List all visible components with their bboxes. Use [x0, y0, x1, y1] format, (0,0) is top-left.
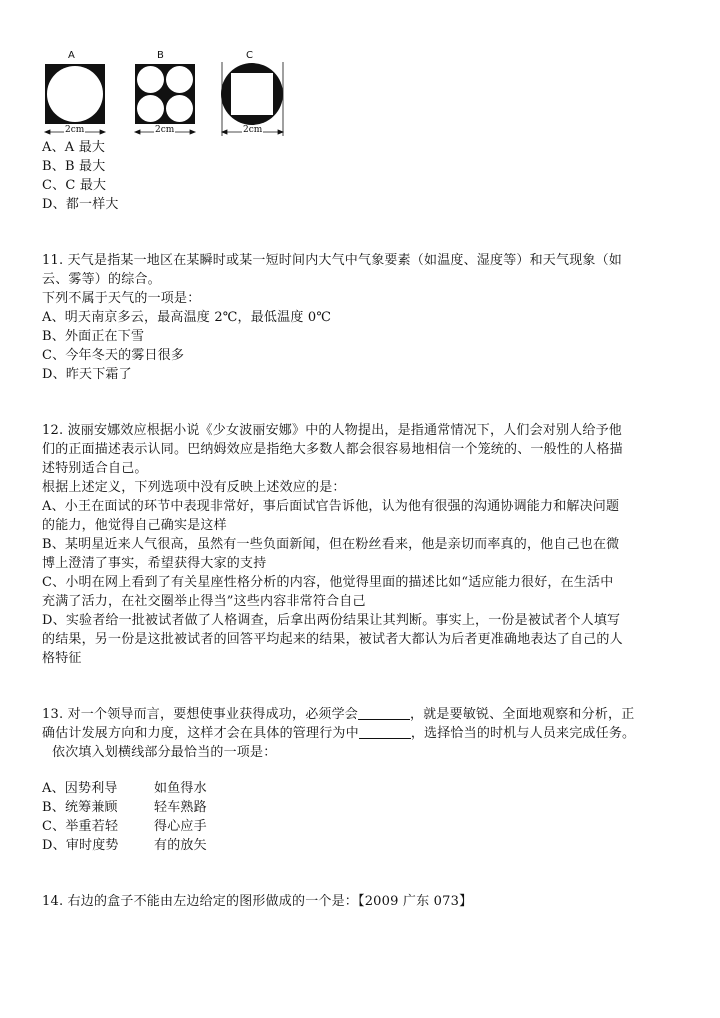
- q13-option-a: A、因势利导 如鱼得水: [42, 781, 207, 796]
- dimension-label-b: 2cm: [155, 125, 175, 135]
- q11-option-c: C、今年冬天的雾日很多: [42, 348, 185, 363]
- q13-stem-2b: ，选择恰当的时机与人员来完成任务。: [410, 726, 636, 741]
- q12-line: 12. 波丽安娜效应根据小说《少女波丽安娜》中的人物提出，是指通常情况下，人们会对别人给予他: [42, 423, 623, 438]
- q12-line: D、实验者给一批被试者做了人格调查，后拿出两份结果让其判断。事实上，一份是被试者个人填写: [42, 613, 621, 628]
- q13-stem-line-2: [42, 724, 682, 743]
- q12-line: 的能力，他觉得自己确实是这样: [42, 518, 227, 533]
- q12-line: B、某明星近来人气很高，虽然有一些负面新闻，但在粉丝看来，他是亲切而率真的，他自己也在微: [42, 537, 620, 552]
- q13-stem-2a: 确估计发展方向和力度，这样才会在具体的管理行为中: [42, 726, 359, 741]
- q11-stem-line-1: 11. 天气是指某一地区在某瞬时或某一短时间内大气中气象要素（如温度、湿度等）和天气现象（如: [42, 253, 623, 268]
- dimension-label-c: 2cm: [243, 125, 263, 135]
- figure-label-b: B: [157, 50, 164, 61]
- answer-blank-2: [359, 726, 411, 739]
- q10-option-c: C、C 最大: [42, 178, 107, 193]
- q10-option-a: A、A 最大: [42, 140, 106, 155]
- q12-line: 根据上述定义，下列选项中没有反映上述效应的是：: [42, 480, 346, 495]
- q12-line: 的结果，另一份是这批被试者的回答平均起来的结果，被试者大都认为后者更准确地表达了自己的人: [42, 632, 623, 647]
- q12-line: 格特征: [42, 651, 82, 666]
- q12-line: A、小王在面试的环节中表现非常好，事后面试官告诉他，认为他有很强的沟通协调能力和解决问题: [42, 499, 620, 514]
- answer-blank-1: [358, 707, 410, 720]
- q12-line: 充满了活力，在社交圈举止得当”这些内容非常符合自己: [42, 594, 366, 609]
- q14-stem: 14. 右边的盒子不能由左边给定的图形做成的一个是：【2009 广东 073】: [42, 894, 473, 909]
- q11-option-d: D、昨天下霜了: [42, 367, 132, 382]
- q13-option-c: C、举重若轻 得心应手: [42, 819, 207, 834]
- q11-stem-line-2: 云、雾等）的综合。: [42, 272, 161, 287]
- q11-option-a: A、明天南京多云，最高温度 2℃，最低温度 0℃: [42, 310, 332, 325]
- q13-option-d: D、审时度势 有的放矢: [42, 838, 207, 853]
- q13-stem-line-3: 依次填入划横线部分最恰当的一项是：: [52, 745, 277, 760]
- q11-option-b: B、外面正在下雪: [42, 329, 145, 344]
- q12-line: 们的正面描述表示认同。巴纳姆效应是指绝大多数人都会很容易地相信一个笼统的、一般性的人格描: [42, 442, 623, 457]
- q13-stem-line-1: [42, 705, 682, 724]
- figure-label-a: A: [68, 50, 75, 61]
- q10-option-b: B、B 最大: [42, 159, 106, 174]
- q11-stem-line-3: 下列不属于天气的一项是：: [42, 291, 201, 306]
- q13-stem-1a: 13. 对一个领导而言，要想使事业获得成功，必须学会: [42, 707, 359, 722]
- q10-option-d: D、都一样大: [42, 197, 119, 212]
- q13-option-b: B、统筹兼顾 轻车熟路: [42, 800, 207, 815]
- figure-label-c: C: [246, 50, 253, 61]
- q12-line: 博上澄清了事实，希望获得大家的支持: [42, 556, 267, 571]
- q12-line: C、小明在网上看到了有关星座性格分析的内容，他觉得里面的描述比如“适应能力很好，在生活中: [42, 575, 614, 590]
- q12-line: 述特别适合自己。: [42, 461, 148, 476]
- circle-square-figure: [40, 44, 300, 144]
- dimension-label-a: 2cm: [65, 125, 85, 135]
- q13-stem-1b: ，就是要敏锐、全面地观察和分析，正: [410, 707, 635, 722]
